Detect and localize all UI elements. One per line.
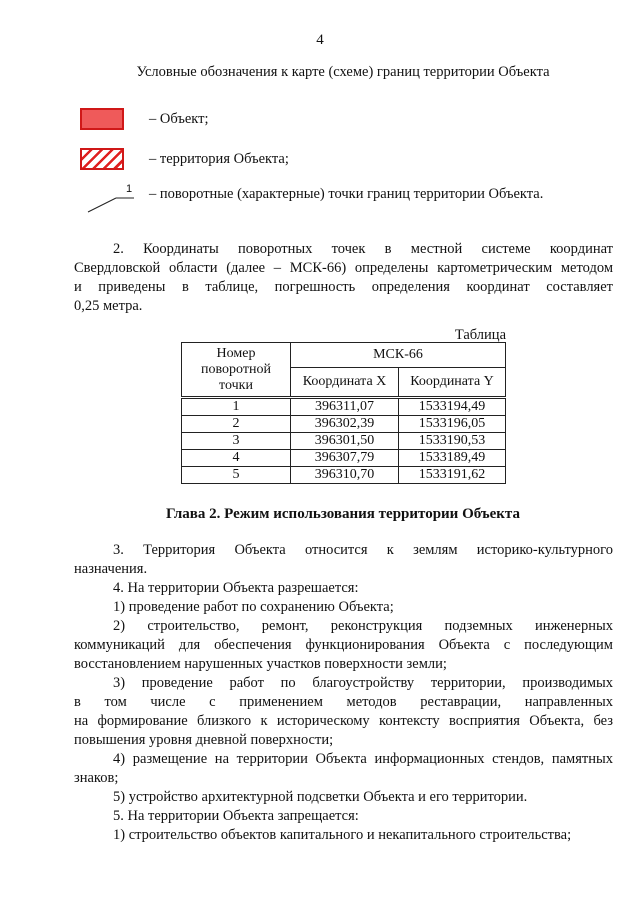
paragraph-line: восстановлением нарушенных участков поверхности земли; xyxy=(74,656,447,672)
table-cell-y: 1533196,05 xyxy=(399,416,506,433)
header-y: Координата Y xyxy=(399,368,506,398)
table-row xyxy=(182,450,506,467)
legend-label: – территория Объекта; xyxy=(149,150,289,167)
paragraph-line: 3. Территория Объекта относится к землям историко-культурного xyxy=(113,542,613,558)
table-row xyxy=(182,467,506,484)
legend-item-turning-points xyxy=(86,184,146,216)
paragraph-line: 1) строительство объектов капитального и некапитального строительства; xyxy=(113,827,572,843)
paragraph-line: 4) размещение на территории Объекта информационных стендов, памятных xyxy=(113,751,613,767)
paragraph-line: назначения. xyxy=(74,561,148,577)
legend-label: – Объект; xyxy=(149,110,209,127)
coordinates-table xyxy=(181,342,506,484)
paragraph-line: 3) проведение работ по благоустройству территории, производимых xyxy=(113,675,613,691)
territory-hatch-icon xyxy=(80,148,124,170)
page-number: 4 xyxy=(316,32,324,48)
paragraph-line: 4. На территории Объекта разрешается: xyxy=(113,580,359,596)
table-cell-y: 1533194,49 xyxy=(399,398,506,416)
table-cell-y: 1533190,53 xyxy=(399,433,506,450)
turning-point-marker-icon xyxy=(86,184,146,216)
header-x: Координата X xyxy=(291,368,399,398)
table-row xyxy=(182,433,506,450)
paragraph-line: на формирование близкого к историческому контексту восприятия Объекта, без xyxy=(74,713,613,729)
table-cell-x: 396307,79 xyxy=(291,450,399,467)
legend-title: Условные обозначения к карте (схеме) границ территории Объекта xyxy=(136,64,550,80)
header-coordinate-system: МСК-66 xyxy=(291,343,506,368)
object-fill-icon xyxy=(80,108,124,130)
table-cell-x: 396301,50 xyxy=(291,433,399,450)
paragraph-line: знаков; xyxy=(74,770,119,786)
paragraph-line: 5) устройство архитектурной подсветки Объекта и его территории. xyxy=(113,789,528,805)
paragraph-line: 5. На территории Объекта запрещается: xyxy=(113,808,359,824)
paragraph-line: повышения уровня дневной поверхности; xyxy=(74,732,334,748)
table-cell-x: 396310,70 xyxy=(291,467,399,484)
table-cell-x: 396311,07 xyxy=(291,398,399,416)
header-point-number: Номер поворотной точки xyxy=(182,343,291,398)
table-cell-n: 1 xyxy=(182,398,291,416)
table-caption: Таблица xyxy=(454,327,506,343)
table-cell-n: 4 xyxy=(182,450,291,467)
paragraph-line: 1) проведение работ по сохранению Объекта; xyxy=(113,599,394,615)
chapter-title: Глава 2. Режим использования территории Объекта xyxy=(166,506,520,522)
table-cell-x: 396302,39 xyxy=(291,416,399,433)
table-cell-n: 3 xyxy=(182,433,291,450)
paragraph-line: 0,25 метра. xyxy=(74,298,143,314)
paragraph-line: в том числе с применением методов реставрации, направленных xyxy=(74,694,613,710)
legend-label: – поворотные (характерные) точки границ территории Объекта. xyxy=(149,186,544,202)
marker-label: 1 xyxy=(126,183,133,195)
paragraph-line: 2) строительство, ремонт, реконструкция подземных инженерных xyxy=(113,618,613,634)
paragraph-line: и приведены в таблице, погрешность определения координат составляет xyxy=(74,279,613,295)
paragraph-line: Свердловской области (далее – МСК-66) определены картометрическим методом xyxy=(74,260,613,276)
paragraph-line: коммуникаций для обеспечения функционирования Объекта с последующим xyxy=(74,637,613,653)
table-cell-y: 1533191,62 xyxy=(399,467,506,484)
table-cell-n: 5 xyxy=(182,467,291,484)
table-body xyxy=(182,398,506,484)
table-row xyxy=(182,416,506,433)
table-cell-n: 2 xyxy=(182,416,291,433)
table-cell-y: 1533189,49 xyxy=(399,450,506,467)
paragraph-line: 2. Координаты поворотных точек в местной системе координат xyxy=(113,241,613,257)
table-row xyxy=(182,398,506,416)
legend-item-object xyxy=(80,106,209,132)
legend-item-territory xyxy=(80,146,289,172)
